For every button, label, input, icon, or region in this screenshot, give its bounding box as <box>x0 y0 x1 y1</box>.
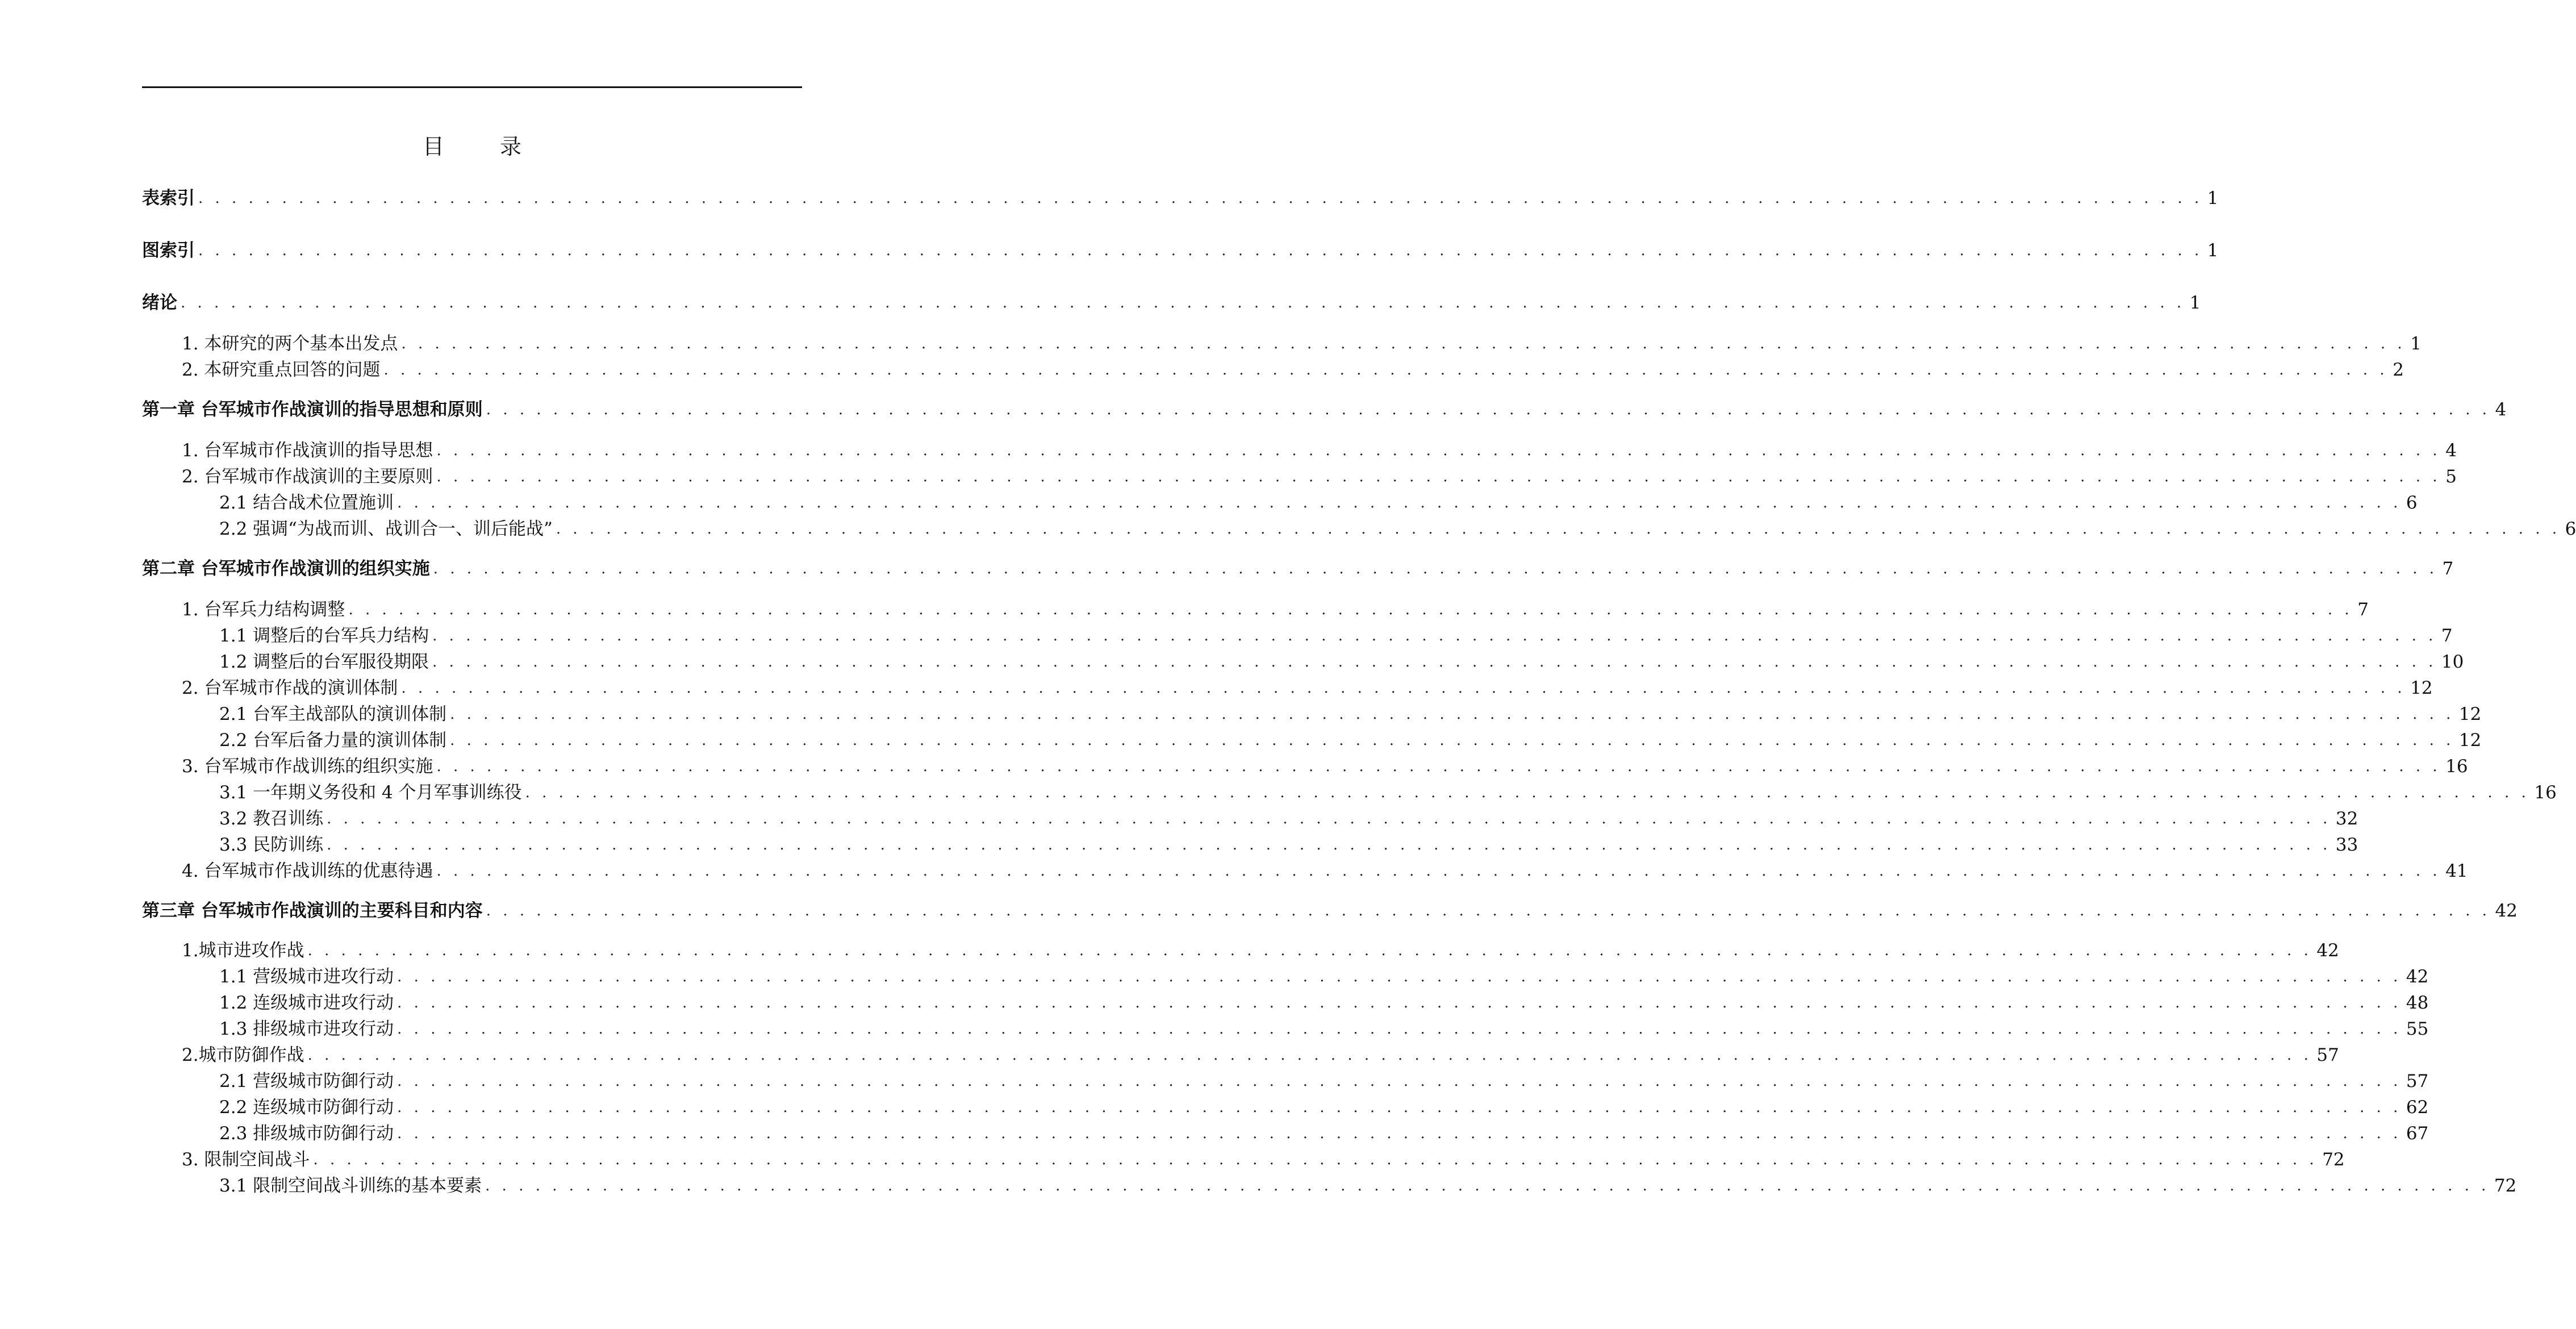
toc-entry-page-number: 1 <box>2410 334 2421 354</box>
dot-leader: . . . . . . . . . . . . . . . . . . . . . . . . . . . . . . . . . . . . . . . . . . . . . . . . . . . . . . . . . . . . . . . . . . . . . . . . . . . . . . . . . . . . . . . . . . . . . . . . . . . . . . . . . . . . . . . . . . . . . . . . <box>198 190 2203 207</box>
toc-entry-page-number: 12 <box>2458 730 2482 751</box>
toc-entry-label: 第一章 台军城市作战演训的指导思想和原则 <box>142 399 483 420</box>
toc-entry-page-number: 12 <box>2410 678 2433 698</box>
toc-entry-page-number: 42 <box>2495 901 2518 921</box>
toc-entry-label: 1.2 连级城市进攻行动 <box>219 993 394 1013</box>
dot-leader: . . . . . . . . . . . . . . . . . . . . . . . . . . . . . . . . . . . . . . . . . . . . . . . . . . . . . . . . . . . . . . . . . . . . . . . . . . . . . . . . . . . . . . . . . . . . . . . . . . . . . . . . . . . . . . . . . . . . . . . . <box>397 1020 2402 1038</box>
toc-entry[interactable] <box>142 490 2418 516</box>
dot-leader: . . . . . . . . . . . . . . . . . . . . . . . . . . . . . . . . . . . . . . . . . . . . . . . . . . . . . . . . . . . . . . . . . . . . . . . . . . . . . . . . . . . . . . . . . . . . . . . . . . . . . . . . . . . . . . . . . . . . . . . . <box>525 784 2530 801</box>
toc-entry[interactable] <box>142 964 2429 990</box>
toc-entry[interactable] <box>142 1120 2429 1147</box>
toc-entry[interactable] <box>142 832 2358 858</box>
toc-entry-label: 1.1 调整后的台军兵力结构 <box>219 626 429 646</box>
toc-entry-label: 3.2 教召训练 <box>219 809 324 829</box>
toc-entry[interactable] <box>142 238 2219 264</box>
toc-entry-label: 2.1 台军主战部队的演训体制 <box>219 704 447 724</box>
dot-leader: . . . . . . . . . . . . . . . . . . . . . . . . . . . . . . . . . . . . . . . . . . . . . . . . . . . . . . . . . . . . . . . . . . . . . . . . . . . . . . . . . . . . . . . . . . . . . . . . . . . . . . . . . . . . . . . . . . . . . . . . <box>450 732 2454 749</box>
dot-leader: . . . . . . . . . . . . . . . . . . . . . . . . . . . . . . . . . . . . . . . . . . . . . . . . . . . . . . . . . . . . . . . . . . . . . . . . . . . . . . . . . . . . . . . . . . . . . . . . . . . . . . . . . . . . . . . . . . . . . . . . <box>397 1125 2402 1142</box>
toc-entry-label: 4. 台军城市作战训练的优惠待遇 <box>182 861 433 881</box>
toc-entry[interactable] <box>142 185 2219 211</box>
toc-entry-page-number: 42 <box>2406 966 2429 987</box>
toc-entry[interactable] <box>142 397 2507 423</box>
toc-entry-page-number: 6 <box>2565 519 2576 539</box>
toc-entry-label: 1. 台军城市作战演训的指导思想 <box>182 440 433 461</box>
toc-entry-label: 表索引 <box>142 188 195 209</box>
dot-leader: . . . . . . . . . . . . . . . . . . . . . . . . . . . . . . . . . . . . . . . . . . . . . . . . . . . . . . . . . . . . . . . . . . . . . . . . . . . . . . . . . . . . . . . . . . . . . . . . . . . . . . . . . . . . . . . . . . . . . . . . <box>432 627 2437 644</box>
dot-leader: . . . . . . . . . . . . . . . . . . . . . . . . . . . . . . . . . . . . . . . . . . . . . . . . . . . . . . . . . . . . . . . . . . . . . . . . . . . . . . . . . . . . . . . . . . . . . . . . . . . . . . . . . . . . . . . . . . . . . . . . <box>397 968 2402 985</box>
toc-entry-page-number: 2 <box>2393 360 2404 380</box>
toc-entry[interactable] <box>142 556 2454 582</box>
toc-entry[interactable] <box>142 990 2429 1016</box>
dot-leader: . . . . . . . . . . . . . . . . . . . . . . . . . . . . . . . . . . . . . . . . . . . . . . . . . . . . . . . . . . . . . . . . . . . . . . . . . . . . . . . . . . . . . . . . . . . . . . . . . . . . . . . . . . . . . . . . . . . . . . . . <box>436 863 2441 880</box>
toc-entry[interactable] <box>142 1173 2517 1199</box>
toc-entry-page-number: 16 <box>2534 782 2557 803</box>
toc-entry[interactable] <box>142 727 2482 753</box>
toc-entry-page-number: 48 <box>2406 993 2429 1013</box>
toc-entry-page-number: 7 <box>2442 559 2454 579</box>
toc-entry-label: 3.1 限制空间战斗训练的基本要素 <box>219 1176 482 1196</box>
dot-leader: . . . . . . . . . . . . . . . . . . . . . . . . . . . . . . . . . . . . . . . . . . . . . . . . . . . . . . . . . . . . . . . . . . . . . . . . . . . . . . . . . . . . . . . . . . . . . . . . . . . . . . . . . . . . . . . . . . . . . . . . <box>401 335 2406 352</box>
toc-entry[interactable] <box>142 464 2457 490</box>
toc-entry[interactable] <box>142 516 2576 542</box>
toc-entry-page-number: 5 <box>2445 466 2457 487</box>
toc-entry-page-number: 42 <box>2316 940 2339 961</box>
toc-entry-page-number: 7 <box>2441 626 2453 646</box>
toc-entry-label: 1. 本研究的两个基本出发点 <box>182 334 398 354</box>
toc-entry-page-number: 4 <box>2495 399 2507 420</box>
toc-entry[interactable] <box>142 753 2468 780</box>
toc-entry-page-number: 41 <box>2445 861 2468 881</box>
dot-leader: . . . . . . . . . . . . . . . . . . . . . . . . . . . . . . . . . . . . . . . . . . . . . . . . . . . . . . . . . . . . . . . . . . . . . . . . . . . . . . . . . . . . . . . . . . . . . . . . . . . . . . . . . . . . . . . . . . . . . . . . <box>397 1099 2402 1116</box>
toc-entry-page-number: 72 <box>2494 1176 2517 1196</box>
dot-leader: . . . . . . . . . . . . . . . . . . . . . . . . . . . . . . . . . . . . . . . . . . . . . . . . . . . . . . . . . . . . . . . . . . . . . . . . . . . . . . . . . . . . . . . . . . . . . . . . . . . . . . . . . . . . . . . . . . . . . . . . <box>397 994 2402 1011</box>
toc-entry[interactable] <box>142 780 2557 806</box>
toc-entry-label: 2. 台军城市作战演训的主要原则 <box>182 466 433 487</box>
toc-entry[interactable] <box>142 1094 2429 1120</box>
dot-leader: . . . . . . . . . . . . . . . . . . . . . . . . . . . . . . . . . . . . . . . . . . . . . . . . . . . . . . . . . . . . . . . . . . . . . . . . . . . . . . . . . . . . . . . . . . . . . . . . . . . . . . . . . . . . . . . . . . . . . . . . <box>397 494 2402 511</box>
toc-entry-page-number: 32 <box>2335 809 2358 829</box>
toc-entry[interactable] <box>142 675 2433 701</box>
dot-leader: . . . . . . . . . . . . . . . . . . . . . . . . . . . . . . . . . . . . . . . . . . . . . . . . . . . . . . . . . . . . . . . . . . . . . . . . . . . . . . . . . . . . . . . . . . . . . . . . . . . . . . . . . . . . . . . . . . . . . . . . <box>436 758 2441 775</box>
toc-entry[interactable] <box>142 1016 2429 1042</box>
toc-entry-page-number: 10 <box>2441 652 2464 672</box>
toc-entry[interactable] <box>142 898 2518 924</box>
dot-leader: . . . . . . . . . . . . . . . . . . . . . . . . . . . . . . . . . . . . . . . . . . . . . . . . . . . . . . . . . . . . . . . . . . . . . . . . . . . . . . . . . . . . . . . . . . . . . . . . . . . . . . . . . . . . . . . . . . . . . . . . <box>327 836 2331 853</box>
toc-entry-page-number: 55 <box>2406 1019 2429 1039</box>
toc-entry-page-number: 7 <box>2357 599 2369 620</box>
dot-leader: . . . . . . . . . . . . . . . . . . . . . . . . . . . . . . . . . . . . . . . . . . . . . . . . . . . . . . . . . . . . . . . . . . . . . . . . . . . . . . . . . . . . . . . . . . . . . . . . . . . . . . . . . . . . . . . . . . . . . . . . <box>436 442 2441 459</box>
toc-entry-label: 2. 台军城市作战的演训体制 <box>182 678 398 698</box>
toc-entry-page-number: 67 <box>2406 1123 2429 1144</box>
toc-entry-label: 2.2 强调“为战而训、战训合一、训后能战” <box>219 519 553 539</box>
toc-entry-page-number: 6 <box>2406 493 2418 513</box>
toc-entry-label: 绪论 <box>142 293 177 313</box>
dot-leader: . . . . . . . . . . . . . . . . . . . . . . . . . . . . . . . . . . . . . . . . . . . . . . . . . . . . . . . . . . . . . . . . . . . . . . . . . . . . . . . . . . . . . . . . . . . . . . . . . . . . . . . . . . . . . . . . . . . . . . . . <box>433 560 2438 577</box>
toc-entry[interactable] <box>142 938 2339 964</box>
toc-entry-label: 1.3 排级城市进攻行动 <box>219 1019 394 1039</box>
toc-entry-page-number: 1 <box>2189 293 2201 313</box>
toc-entry-label: 2.1 营级城市防御行动 <box>219 1071 394 1091</box>
dot-leader: . . . . . . . . . . . . . . . . . . . . . . . . . . . . . . . . . . . . . . . . . . . . . . . . . . . . . . . . . . . . . . . . . . . . . . . . . . . . . . . . . . . . . . . . . . . . . . . . . . . . . . . . . . . . . . . . . . . . . . . . <box>486 401 2491 418</box>
toc-entry[interactable] <box>142 623 2453 649</box>
toc-entry-label: 3.1 一年期义务役和 4 个月军事训练役 <box>219 782 522 803</box>
toc-entry-label: 图索引 <box>142 240 195 261</box>
toc-entry-label: 1. 台军兵力结构调整 <box>182 599 345 620</box>
dot-leader: . . . . . . . . . . . . . . . . . . . . . . . . . . . . . . . . . . . . . . . . . . . . . . . . . . . . . . . . . . . . . . . . . . . . . . . . . . . . . . . . . . . . . . . . . . . . . . . . . . . . . . . . . . . . . . . . . . . . . . . . <box>198 242 2203 259</box>
toc-entry[interactable] <box>142 701 2482 727</box>
dot-leader: . . . . . . . . . . . . . . . . . . . . . . . . . . . . . . . . . . . . . . . . . . . . . . . . . . . . . . . . . . . . . . . . . . . . . . . . . . . . . . . . . . . . . . . . . . . . . . . . . . . . . . . . . . . . . . . . . . . . . . . . <box>486 902 2491 919</box>
toc-entry[interactable] <box>142 331 2421 357</box>
page-title: 目 录 <box>422 134 538 159</box>
dot-leader: . . . . . . . . . . . . . . . . . . . . . . . . . . . . . . . . . . . . . . . . . . . . . . . . . . . . . . . . . . . . . . . . . . . . . . . . . . . . . . . . . . . . . . . . . . . . . . . . . . . . . . . . . . . . . . . . . . . . . . . . <box>348 601 2353 618</box>
dot-leader: . . . . . . . . . . . . . . . . . . . . . . . . . . . . . . . . . . . . . . . . . . . . . . . . . . . . . . . . . . . . . . . . . . . . . . . . . . . . . . . . . . . . . . . . . . . . . . . . . . . . . . . . . . . . . . . . . . . . . . . . <box>313 1151 2318 1168</box>
toc-entry-page-number: 1 <box>2207 188 2219 209</box>
dot-leader: . . . . . . . . . . . . . . . . . . . . . . . . . . . . . . . . . . . . . . . . . . . . . . . . . . . . . . . . . . . . . . . . . . . . . . . . . . . . . . . . . . . . . . . . . . . . . . . . . . . . . . . . . . . . . . . . . . . . . . . . <box>383 361 2389 378</box>
toc-entry[interactable] <box>142 649 2464 675</box>
toc-entry[interactable] <box>142 806 2358 832</box>
toc-entry[interactable] <box>142 438 2457 464</box>
toc-entry[interactable] <box>142 1042 2339 1068</box>
toc-entry-page-number: 1 <box>2207 240 2219 261</box>
dot-leader: . . . . . . . . . . . . . . . . . . . . . . . . . . . . . . . . . . . . . . . . . . . . . . . . . . . . . . . . . . . . . . . . . . . . . . . . . . . . . . . . . . . . . . . . . . . . . . . . . . . . . . . . . . . . . . . . . . . . . . . . <box>181 294 2185 311</box>
toc-entry-page-number: 16 <box>2445 756 2468 777</box>
toc-entry-label: 3.3 民防训练 <box>219 835 324 855</box>
header-rule <box>142 86 802 88</box>
dot-leader: . . . . . . . . . . . . . . . . . . . . . . . . . . . . . . . . . . . . . . . . . . . . . . . . . . . . . . . . . . . . . . . . . . . . . . . . . . . . . . . . . . . . . . . . . . . . . . . . . . . . . . . . . . . . . . . . . . . . . . . . <box>397 1073 2402 1090</box>
toc-entry[interactable] <box>142 597 2369 623</box>
toc-entry-page-number: 62 <box>2406 1097 2429 1118</box>
toc-entry-page-number: 12 <box>2458 704 2482 724</box>
toc-entry-page-number: 4 <box>2445 440 2457 461</box>
dot-leader: . . . . . . . . . . . . . . . . . . . . . . . . . . . . . . . . . . . . . . . . . . . . . . . . . . . . . . . . . . . . . . . . . . . . . . . . . . . . . . . . . . . . . . . . . . . . . . . . . . . . . . . . . . . . . . . . . . . . . . . . <box>432 653 2437 670</box>
dot-leader: . . . . . . . . . . . . . . . . . . . . . . . . . . . . . . . . . . . . . . . . . . . . . . . . . . . . . . . . . . . . . . . . . . . . . . . . . . . . . . . . . . . . . . . . . . . . . . . . . . . . . . . . . . . . . . . . . . . . . . . . <box>556 520 2561 538</box>
toc-entry-page-number: 57 <box>2316 1045 2339 1065</box>
toc-entry[interactable] <box>142 357 2404 383</box>
toc-entry[interactable] <box>142 290 2201 316</box>
toc-entry-label: 1.1 营级城市进攻行动 <box>219 966 394 987</box>
toc-entry-label: 2. 本研究重点回答的问题 <box>182 360 381 380</box>
toc-entry-page-number: 57 <box>2406 1071 2429 1091</box>
toc-entry-label: 2.2 连级城市防御行动 <box>219 1097 394 1118</box>
toc-entry-page-number: 72 <box>2322 1149 2345 1170</box>
toc-entry-label: 2.1 结合战术位置施训 <box>219 493 394 513</box>
dot-leader: . . . . . . . . . . . . . . . . . . . . . . . . . . . . . . . . . . . . . . . . . . . . . . . . . . . . . . . . . . . . . . . . . . . . . . . . . . . . . . . . . . . . . . . . . . . . . . . . . . . . . . . . . . . . . . . . . . . . . . . . <box>485 1177 2490 1194</box>
toc-entry-label: 第二章 台军城市作战演训的组织实施 <box>142 559 430 579</box>
toc-entry[interactable] <box>142 858 2468 884</box>
toc-entry-label: 2.城市防御作战 <box>182 1045 304 1065</box>
toc-entry[interactable] <box>142 1147 2345 1173</box>
toc-entry-label: 3. 限制空间战斗 <box>182 1149 310 1170</box>
toc-entry-label: 2.3 排级城市防御行动 <box>219 1123 394 1144</box>
toc-entry-label: 3. 台军城市作战训练的组织实施 <box>182 756 433 777</box>
toc-entry-label: 2.2 台军后备力量的演训体制 <box>219 730 447 751</box>
dot-leader: . . . . . . . . . . . . . . . . . . . . . . . . . . . . . . . . . . . . . . . . . . . . . . . . . . . . . . . . . . . . . . . . . . . . . . . . . . . . . . . . . . . . . . . . . . . . . . . . . . . . . . . . . . . . . . . . . . . . . . . . <box>436 468 2441 485</box>
dot-leader: . . . . . . . . . . . . . . . . . . . . . . . . . . . . . . . . . . . . . . . . . . . . . . . . . . . . . . . . . . . . . . . . . . . . . . . . . . . . . . . . . . . . . . . . . . . . . . . . . . . . . . . . . . . . . . . . . . . . . . . . <box>307 1047 2312 1064</box>
dot-leader: . . . . . . . . . . . . . . . . . . . . . . . . . . . . . . . . . . . . . . . . . . . . . . . . . . . . . . . . . . . . . . . . . . . . . . . . . . . . . . . . . . . . . . . . . . . . . . . . . . . . . . . . . . . . . . . . . . . . . . . . <box>327 810 2331 827</box>
dot-leader: . . . . . . . . . . . . . . . . . . . . . . . . . . . . . . . . . . . . . . . . . . . . . . . . . . . . . . . . . . . . . . . . . . . . . . . . . . . . . . . . . . . . . . . . . . . . . . . . . . . . . . . . . . . . . . . . . . . . . . . . <box>450 706 2454 723</box>
toc-entry-page-number: 33 <box>2335 835 2358 855</box>
toc-entry-label: 第三章 台军城市作战演训的主要科目和内容 <box>142 901 483 921</box>
dot-leader: . . . . . . . . . . . . . . . . . . . . . . . . . . . . . . . . . . . . . . . . . . . . . . . . . . . . . . . . . . . . . . . . . . . . . . . . . . . . . . . . . . . . . . . . . . . . . . . . . . . . . . . . . . . . . . . . . . . . . . . . <box>307 942 2312 959</box>
dot-leader: . . . . . . . . . . . . . . . . . . . . . . . . . . . . . . . . . . . . . . . . . . . . . . . . . . . . . . . . . . . . . . . . . . . . . . . . . . . . . . . . . . . . . . . . . . . . . . . . . . . . . . . . . . . . . . . . . . . . . . . . <box>401 680 2406 697</box>
toc-entry[interactable] <box>142 1068 2429 1094</box>
toc-entry-label: 1.城市进攻作战 <box>182 940 304 961</box>
toc-entry-label: 1.2 调整后的台军服役期限 <box>219 652 429 672</box>
